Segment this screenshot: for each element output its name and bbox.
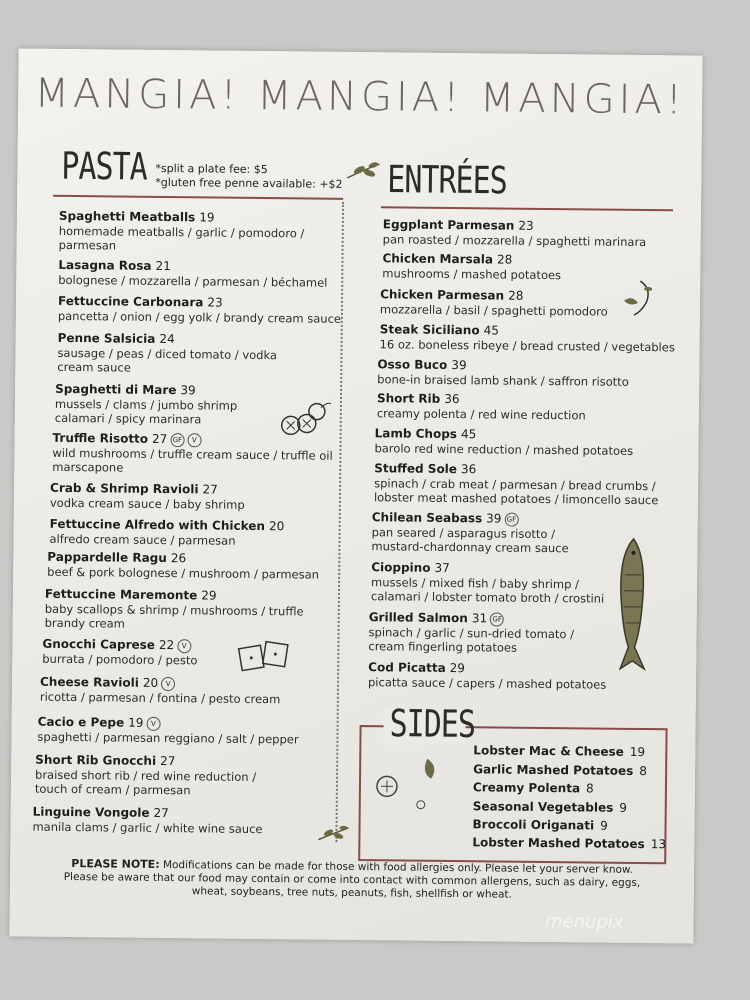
entree-item: Cod Picatta 29 picatta sauce / capers / mashed potatoes — [367, 660, 607, 692]
pasta-rule — [53, 195, 343, 200]
garlic-basil-icon — [371, 752, 452, 813]
vegetarian-icon: V — [161, 676, 175, 690]
vegetarian-icon: V — [187, 433, 201, 447]
pasta-item: Spaghetti Meatballs 19 homemade meatballs / garlic / pomodoro / parmesan — [58, 208, 305, 253]
side-item: Creamy Polenta 8 — [472, 780, 594, 796]
entree-item: Chicken Parmesan 28 mozzarella / basil / spaghetti pomodoro — [379, 287, 608, 319]
menu-sheet — [9, 48, 702, 943]
olive-branch-icon — [345, 160, 381, 182]
pasta-item: Penne Salsicia 24 sausage / peas / diced tomato / vodka cream sauce — [57, 330, 278, 375]
ravioli-icon — [236, 639, 292, 676]
pasta-item: Spaghetti di Mare 39 mussels / clams / jumbo shrimp calamari / spicy marinara — [54, 381, 238, 427]
pasta-item: Gnocchi Caprese 22 V burrata / pomodoro / pesto — [42, 636, 198, 668]
vegetarian-icon: V — [146, 716, 160, 730]
side-item: Lobster Mashed Potatoes 13 — [472, 835, 667, 852]
entree-item: Short Rib 36 creamy polenta / red wine reduction — [376, 391, 586, 423]
watermark: menupix — [544, 911, 624, 933]
side-item: Broccoli Origanati 9 — [472, 817, 608, 833]
menu-title: MANGIA! MANGIA! MANGIA! — [34, 70, 687, 124]
entree-item: Eggplant Parmesan 23 pan roasted / mozzarella / spaghetti marinara — [382, 217, 647, 250]
pasta-item: Linguine Vongole 27 manila clams / garlic / white wine sauce — [32, 804, 263, 837]
pasta-note-gluten: *gluten free penne available: +$2 — [155, 175, 343, 191]
pasta-item: Lasagna Rosa 21 bolognese / mozzarella / parmesan / béchamel — [58, 257, 328, 290]
pasta-item: Pappardelle Ragu 26 beef & pork bolognese / mushroom / parmesan — [47, 549, 320, 582]
olive-branch-icon — [316, 824, 350, 844]
pasta-item: Cheese Ravioli 20 V ricotta / parmesan / fontina / pesto cream — [39, 674, 281, 707]
side-item: Seasonal Vegetables 9 — [472, 799, 627, 815]
sides-heading: SIDES — [389, 702, 476, 748]
entree-item: Grilled Salmon 31 GF spinach / garlic / sun-dried tomato / cream fingerling potatoes — [368, 610, 575, 655]
entrees-heading: ENTRÉES — [387, 158, 507, 204]
pasta-note-split: *split a plate fee: $5 — [155, 161, 268, 177]
pasta-heading: PASTA — [61, 144, 147, 190]
entree-item: Chilean Seabass 39 GF pan seared / asparagus risotto / mustard-chardonnay cream sauce — [371, 510, 569, 556]
entree-item: Lamb Chops 45 barolo red wine reduction / mashed potatoes — [374, 426, 634, 458]
gluten-free-icon: GF — [490, 612, 504, 626]
vegetarian-icon: V — [177, 639, 191, 653]
side-item: Lobster Mac & Cheese 19 — [473, 743, 646, 760]
gluten-free-icon: GF — [170, 433, 184, 447]
pasta-item: Truffle Risotto 27 GF V wild mushrooms / truffle cream sauce / truffle oil marscapone — [52, 430, 333, 475]
entree-item: Chicken Marsala 28 mushrooms / mashed potatoes — [382, 251, 562, 283]
allergen-note: PLEASE NOTE: Modifications can be made for those with food allergies only. Please let your server know. Please be aware that our food may contain or come into contact with common allergens, such as dairy, eggs, wheat, soybeans, tree nuts, peanuts, fish, shellfish or wheat. — [63, 857, 641, 901]
pasta-item: Crab & Shrimp Ravioli 27 vodka cream sauce / baby shrimp — [49, 480, 245, 512]
pasta-item: Fettuccine Alfredo with Chicken 20 alfredo cream sauce / parmesan — [49, 516, 285, 548]
pasta-item: Fettuccine Carbonara 23 pancetta / onion / egg yolk / brandy cream sauce — [57, 293, 342, 326]
gluten-free-icon: GF — [504, 512, 518, 526]
pasta-item: Short Rib Gnocchi 27 braised short rib / red wine reduction / touch of cream / parmesan — [34, 752, 257, 798]
side-item: Garlic Mashed Potatoes 8 — [473, 762, 648, 779]
entree-item: Steak Siciliano 45 16 oz. boneless ribeye / bread crusted / vegetables — [379, 322, 675, 355]
pasta-item: Cacio e Pepe 19 V spaghetti / parmesan reggiano / salt / pepper — [37, 714, 299, 747]
entrees-rule — [381, 206, 673, 211]
entree-item: Osso Buco 39 bone-in braised lamb shank / saffron risotto — [377, 357, 629, 389]
pasta-item: Fettuccine Maremonte 29 baby scallops & shrimp / mushrooms / truffle brandy cream — [44, 586, 304, 631]
entree-item: Stuffed Sole 36 spinach / crab meat / parmesan / bread crumbs / lobster meat mashed potatoes / limoncello sauce — [373, 461, 659, 508]
entree-item: Cioppino 37 mussels / mixed fish / baby shrimp / calamari / lobster tomato broth / crostini — [370, 560, 605, 606]
